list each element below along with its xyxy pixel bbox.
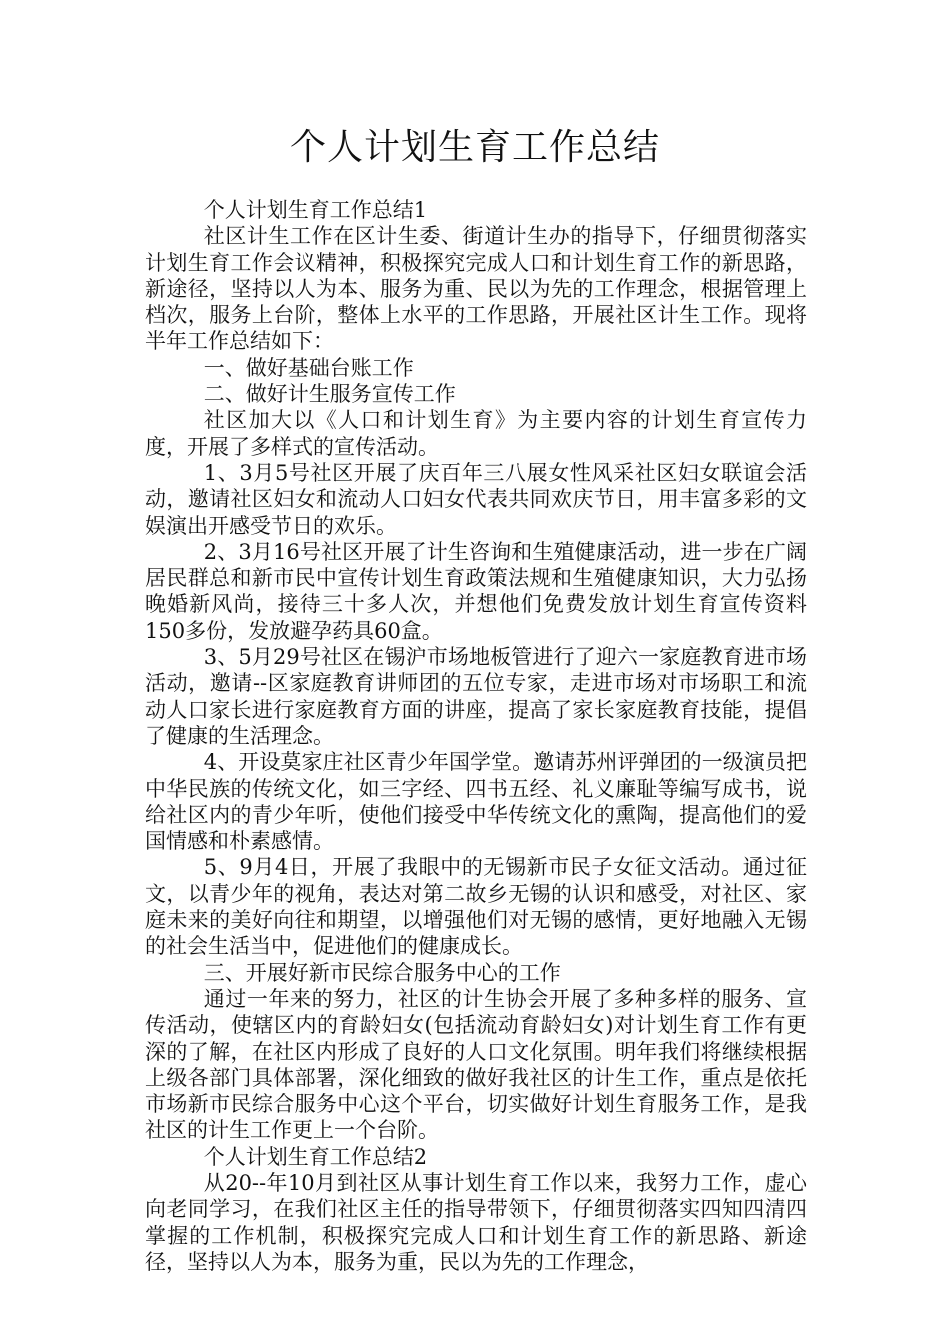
paragraph-item-3: 3、5月29号社区在锡沪市场地板管进行了迎六一家庭教育进市场活动，邀请--区家庭教育讲师团的五位专家，走进市场对市场职工和流动人口家长进行家庭教育方面的讲座，提高了家长家庭教育技能，提倡了健康的生活理念。 bbox=[145, 645, 807, 748]
paragraph-intro: 社区计生工作在区计生委、街道计生办的指导下，仔细贯彻落实计划生育工作会议精神，积极探究完成人口和计划生育工作的新思路，新途径，坚持以人为本、服务为重、民以为先的工作理念，根据管理上档次，服务上台阶，整体上水平的工作思路，开展社区计生工作。现将半年工作总结如下： bbox=[145, 224, 807, 354]
paragraph-item-1: 1、3月5号社区开展了庆百年三八展女性风采社区妇女联谊会活动，邀请社区妇女和流动人口妇女代表共同欢庆节日，用丰富多彩的文娱演出开感受节日的欢乐。 bbox=[145, 460, 807, 538]
subheading-service-center: 三、开展好新市民综合服务中心的工作 bbox=[203, 960, 561, 985]
paragraph-item-2: 2、3月16号社区开展了计生咨询和生殖健康活动，进一步在广阔居民群总和新市民中宣传计划生育政策法规和生殖健康知识，大力弘扬晚婚新风尚，接待三十多人次，并想他们免费发放计划生育宣传资料150多份，发放避孕药具60盒。 bbox=[145, 539, 807, 643]
paragraph-summary: 通过一年来的努力，社区的计生协会开展了多种多样的服务、宣传活动，使辖区内的育龄妇女(包括流动育龄妇女)对计划生育工作有更深的了解，在社区内形成了良好的人口文化氛围。明年我们将继续根据上级各部门具体部署，深化细致的做好我社区的计生工作，重点是依托市场新市民综合服务中心这个平台，切实做好计划生育服务工作，是我社区的计生工作更上一个台阶。 bbox=[145, 986, 807, 1143]
document-body bbox=[145, 197, 807, 1275]
paragraph-item-5: 5、9月4日，开展了我眼中的无锡新市民子女征文活动。通过征文，以青少年的视角，表达对第二故乡无锡的认识和感受，对社区、家庭未来的美好向往和期望，以增强他们对无锡的感情，更好地融入无锡的社会生活当中，促进他们的健康成长。 bbox=[145, 855, 807, 959]
subheading-publicity: 二、做好计生服务宣传工作 bbox=[203, 382, 456, 407]
subheading-basic-ledger: 一、做好基础台账工作 bbox=[203, 355, 414, 380]
document-title: 个人计划生育工作总结 bbox=[289, 127, 660, 168]
paragraph-item-4: 4、开设莫家庄社区青少年国学堂。邀请苏州评弹团的一级演员把中华民族的传统文化，如三字经、四书五经、礼义廉耻等编写成书，说给社区内的青少年听，使他们接受中华传统文化的熏陶，提高他们的爱国情感和朴素感情。 bbox=[145, 750, 807, 854]
paragraph-publicity: 社区加大以《人口和计划生育》为主要内容的计划生育宣传力度，开展了多样式的宣传活动。 bbox=[145, 408, 807, 459]
paragraph-section-2: 从20--年10月到社区从事计划生育工作以来，我努力工作，虚心向老同学习，在我们社区主任的指导带领下，仔细贯彻落实四知四清四掌握的工作机制，积极探究完成人口和计划生育工作的新思路、新途径，坚持以人为本，服务为重，民以为先的工作理念， bbox=[145, 1170, 807, 1274]
section-heading-1: 个人计划生育工作总结1 bbox=[203, 198, 428, 222]
section-heading-2: 个人计划生育工作总结2 bbox=[203, 1144, 428, 1169]
